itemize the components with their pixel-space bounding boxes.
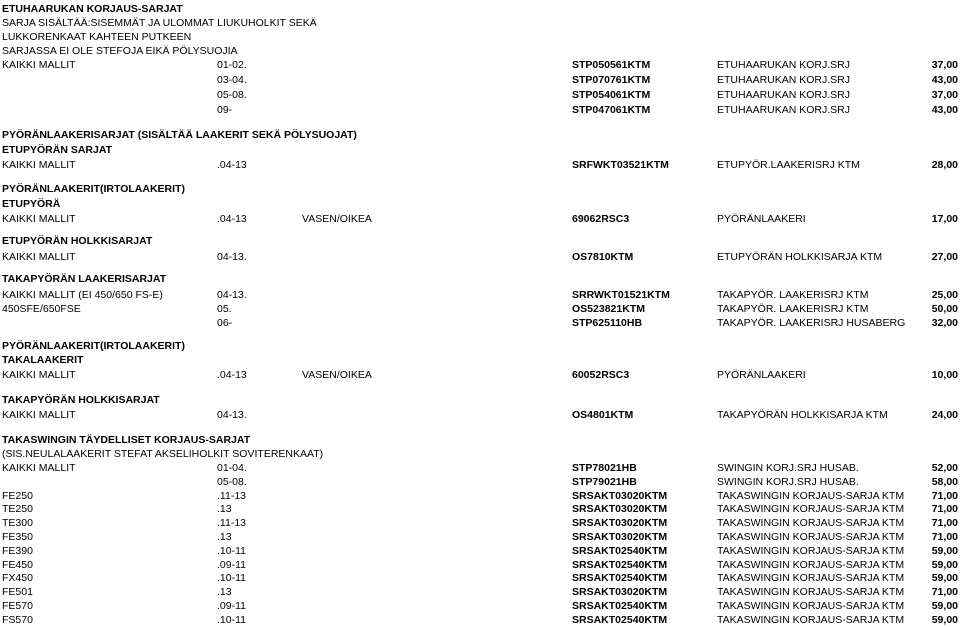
- year-cell: .10-11: [217, 572, 246, 585]
- price-cell: 71,00: [931, 531, 958, 543]
- description-cell: ETUHAARUKAN KORJ.SRJ: [717, 59, 851, 71]
- model-cell: FE501: [2, 586, 33, 599]
- table-row: [0, 489, 960, 503]
- section-title-bearing-kits: PYÖRÄNLAAKERISARJAT (SISÄLTÄÄ LAAKERIT SEKÄ PÖLYSUOJAT): [2, 129, 357, 141]
- year-cell: 05.: [217, 303, 232, 315]
- variant-cell: VASEN/OIKEA: [302, 369, 372, 381]
- year-cell: 01-02.: [217, 59, 247, 71]
- model-cell: FE390: [2, 544, 33, 557]
- year-cell: .10-11: [217, 613, 246, 626]
- section-note: LUKKORENKAAT KAHTEEN PUTKEEN: [2, 31, 192, 43]
- product-code-cell: SRSAKT03020KTM: [572, 586, 668, 599]
- table-row: [0, 599, 960, 613]
- price-cell: 59,00: [931, 558, 958, 571]
- table-row: [0, 613, 960, 627]
- year-cell: .04-13: [217, 369, 247, 381]
- model-cell: KAIKKI MALLIT: [2, 59, 76, 71]
- price-cell: 52,00: [931, 462, 958, 474]
- year-cell: 04-13.: [217, 289, 247, 301]
- description-cell: TAKASWINGIN KORJAUS-SARJA KTM: [717, 517, 905, 530]
- section-title-rear-loose-bearings: PYÖRÄNLAAKERIT(IRTOLAAKERIT): [2, 340, 185, 352]
- table-row: [0, 58, 960, 72]
- description-cell: TAKASWINGIN KORJAUS-SARJA KTM: [717, 544, 905, 557]
- year-cell: .11-13: [217, 489, 246, 502]
- table-row: [0, 475, 960, 489]
- table-row: [0, 158, 960, 172]
- table-row: [0, 585, 960, 599]
- price-cell: 71,00: [931, 586, 958, 599]
- section-title-swingarm-kits: TAKASWINGIN TÄYDELLISET KORJAUS-SARJAT: [2, 434, 251, 446]
- product-code-cell: 69062RSC3: [572, 213, 630, 225]
- description-cell: TAKAPYÖRÄN HOLKKISARJA KTM: [717, 409, 888, 421]
- table-row: [0, 516, 960, 530]
- section-title-rear-bearing-kits: TAKAPYÖRÄN LAAKERISARJAT: [2, 273, 167, 285]
- price-cell: 37,00: [931, 89, 958, 101]
- product-code-cell: STP78021HB: [572, 462, 637, 474]
- product-code-cell: SRFWKT03521KTM: [572, 159, 669, 171]
- product-code-cell: SRSAKT02540KTM: [572, 572, 668, 585]
- section-title-fork-repair: ETUHAARUKAN KORJAUS-SARJAT: [2, 3, 183, 15]
- model-cell: TE300: [2, 517, 33, 530]
- product-code-cell: STP047061KTM: [572, 104, 651, 116]
- year-cell: 01-04.: [217, 462, 247, 474]
- section-subtitle: ETUPYÖRÄN SARJAT: [2, 144, 113, 156]
- product-code-cell: SRSAKT02540KTM: [572, 600, 668, 612]
- product-code-cell: STP050561KTM: [572, 59, 651, 71]
- table-row: [0, 316, 960, 330]
- year-cell: .10-11: [217, 544, 246, 557]
- description-cell: PYÖRÄNLAAKERI: [717, 369, 806, 381]
- section-subtitle: ETUPYÖRÄ: [2, 198, 61, 210]
- table-row: [0, 571, 960, 585]
- description-cell: TAKAPYÖR. LAAKERISRJ KTM: [717, 289, 869, 301]
- product-code-cell: 60052RSC3: [572, 369, 630, 381]
- product-code-cell: STP79021HB: [572, 475, 637, 488]
- section-title-front-loose-bearings: PYÖRÄNLAAKERIT(IRTOLAAKERIT): [2, 183, 185, 195]
- model-cell: FE450: [2, 558, 33, 571]
- product-code-cell: SRSAKT03020KTM: [572, 517, 668, 530]
- table-row: [0, 408, 960, 422]
- year-cell: .09-11: [217, 558, 246, 571]
- description-cell: SWINGIN KORJ.SRJ HUSAB.: [717, 475, 859, 488]
- table-row: [0, 530, 960, 544]
- year-cell: .13: [217, 503, 232, 516]
- model-cell: FX450: [2, 572, 33, 585]
- description-cell: TAKAPYÖR. LAAKERISRJ HUSABERG: [717, 317, 906, 329]
- price-cell: 27,00: [931, 251, 958, 263]
- model-cell: FS570: [2, 613, 33, 626]
- table-row: [0, 368, 960, 382]
- product-code-cell: SRSAKT03020KTM: [572, 503, 668, 516]
- product-code-cell: OS7810KTM: [572, 251, 634, 263]
- price-cell: 71,00: [931, 517, 958, 530]
- model-cell: KAIKKI MALLIT (EI 450/650 FS-E): [2, 289, 163, 301]
- price-cell: 71,00: [931, 503, 958, 516]
- description-cell: TAKAPYÖR. LAAKERISRJ KTM: [717, 303, 869, 315]
- product-code-cell: STP070761KTM: [572, 74, 651, 86]
- year-cell: .04-13: [217, 213, 247, 225]
- description-cell: TAKASWINGIN KORJAUS-SARJA KTM: [717, 600, 905, 612]
- product-code-cell: OS523821KTM: [572, 303, 645, 315]
- model-cell: KAIKKI MALLIT: [2, 369, 76, 381]
- description-cell: PYÖRÄNLAAKERI: [717, 213, 806, 225]
- description-cell: ETUPYÖR.LAAKERISRJ KTM: [717, 159, 860, 171]
- section-note: SARJA SISÄLTÄÄ:SISEMMÄT JA ULOMMAT LIUKUHOLKIT SEKÄ: [2, 17, 317, 29]
- model-cell: KAIKKI MALLIT: [2, 213, 76, 225]
- description-cell: ETUHAARUKAN KORJ.SRJ: [717, 89, 851, 101]
- product-code-cell: SRSAKT02540KTM: [572, 613, 668, 626]
- year-cell: 05-08.: [217, 89, 247, 101]
- table-row: [0, 461, 960, 475]
- year-cell: 03-04.: [217, 74, 247, 86]
- table-row: [0, 502, 960, 516]
- year-cell: .09-11: [217, 600, 246, 612]
- model-cell: TE250: [2, 503, 33, 516]
- model-cell: KAIKKI MALLIT: [2, 409, 76, 421]
- model-cell: FE570: [2, 600, 33, 612]
- year-cell: .04-13: [217, 159, 247, 171]
- description-cell: TAKASWINGIN KORJAUS-SARJA KTM: [717, 558, 905, 571]
- model-cell: KAIKKI MALLIT: [2, 462, 76, 474]
- description-cell: TAKASWINGIN KORJAUS-SARJA KTM: [717, 489, 905, 502]
- section-subtitle: TAKALAAKERIT: [2, 354, 84, 366]
- price-cell: 71,00: [931, 489, 958, 502]
- price-cell: 17,00: [931, 213, 958, 225]
- variant-cell: VASEN/OIKEA: [302, 213, 372, 225]
- year-cell: 04-13.: [217, 251, 247, 263]
- product-code-cell: SRSAKT03020KTM: [572, 531, 668, 543]
- price-cell: 50,00: [931, 303, 958, 315]
- year-cell: .13: [217, 586, 232, 599]
- product-code-cell: SRSAKT02540KTM: [572, 544, 668, 557]
- price-cell: 32,00: [931, 317, 958, 329]
- year-cell: .11-13: [217, 517, 246, 530]
- description-cell: ETUPYÖRÄN HOLKKISARJA KTM: [717, 251, 883, 263]
- model-cell: FE250: [2, 489, 33, 502]
- product-code-cell: OS4801KTM: [572, 409, 634, 421]
- description-cell: TAKASWINGIN KORJAUS-SARJA KTM: [717, 613, 905, 626]
- description-cell: TAKASWINGIN KORJAUS-SARJA KTM: [717, 586, 905, 599]
- product-code-cell: SRSAKT02540KTM: [572, 558, 668, 571]
- table-row: [0, 544, 960, 558]
- model-cell: KAIKKI MALLIT: [2, 251, 76, 263]
- table-row: [0, 73, 960, 87]
- section-note: SARJASSA EI OLE STEFOJA EIKÄ PÖLYSUOJIA: [2, 45, 238, 57]
- year-cell: 09-: [217, 104, 233, 116]
- table-row: [0, 288, 960, 302]
- year-cell: 04-13.: [217, 409, 247, 421]
- price-cell: 59,00: [931, 572, 958, 585]
- table-row: [0, 558, 960, 572]
- description-cell: TAKASWINGIN KORJAUS-SARJA KTM: [717, 531, 905, 543]
- price-cell: 58,00: [931, 475, 958, 488]
- model-cell: FE350: [2, 531, 33, 543]
- price-cell: 28,00: [931, 159, 958, 171]
- section-title-front-sleeve-kits: ETUPYÖRÄN HOLKKISARJAT: [2, 235, 153, 247]
- description-cell: TAKASWINGIN KORJAUS-SARJA KTM: [717, 572, 905, 585]
- price-cell: 59,00: [931, 544, 958, 557]
- price-cell: 43,00: [931, 104, 958, 116]
- year-cell: .13: [217, 531, 232, 543]
- price-cell: 10,00: [931, 369, 958, 381]
- model-cell: KAIKKI MALLIT: [2, 159, 76, 171]
- table-row: [0, 88, 960, 102]
- description-cell: ETUHAARUKAN KORJ.SRJ: [717, 104, 851, 116]
- table-row: [0, 250, 960, 264]
- model-cell: 450SFE/650FSE: [2, 303, 81, 315]
- price-cell: 43,00: [931, 74, 958, 86]
- section-title-rear-sleeve-kits: TAKAPYÖRÄN HOLKKISARJAT: [2, 394, 160, 406]
- year-cell: 06-: [217, 317, 233, 329]
- table-row: [0, 302, 960, 316]
- description-cell: ETUHAARUKAN KORJ.SRJ: [717, 74, 851, 86]
- section-note: (SIS.NEULALAAKERIT STEFAT AKSELIHOLKIT SOVITERENKAAT): [2, 448, 324, 460]
- product-code-cell: SRRWKT01521KTM: [572, 289, 670, 301]
- description-cell: TAKASWINGIN KORJAUS-SARJA KTM: [717, 503, 905, 516]
- price-cell: 59,00: [931, 600, 958, 612]
- price-cell: 24,00: [931, 409, 958, 421]
- product-code-cell: STP054061KTM: [572, 89, 651, 101]
- table-row: [0, 212, 960, 226]
- year-cell: 05-08.: [217, 475, 247, 488]
- price-cell: 25,00: [931, 289, 958, 301]
- price-cell: 59,00: [931, 613, 958, 626]
- price-cell: 37,00: [931, 59, 958, 71]
- product-code-cell: SRSAKT03020KTM: [572, 489, 668, 502]
- table-row: [0, 103, 960, 117]
- description-cell: SWINGIN KORJ.SRJ HUSAB.: [717, 462, 859, 474]
- product-code-cell: STP625110HB: [572, 317, 643, 329]
